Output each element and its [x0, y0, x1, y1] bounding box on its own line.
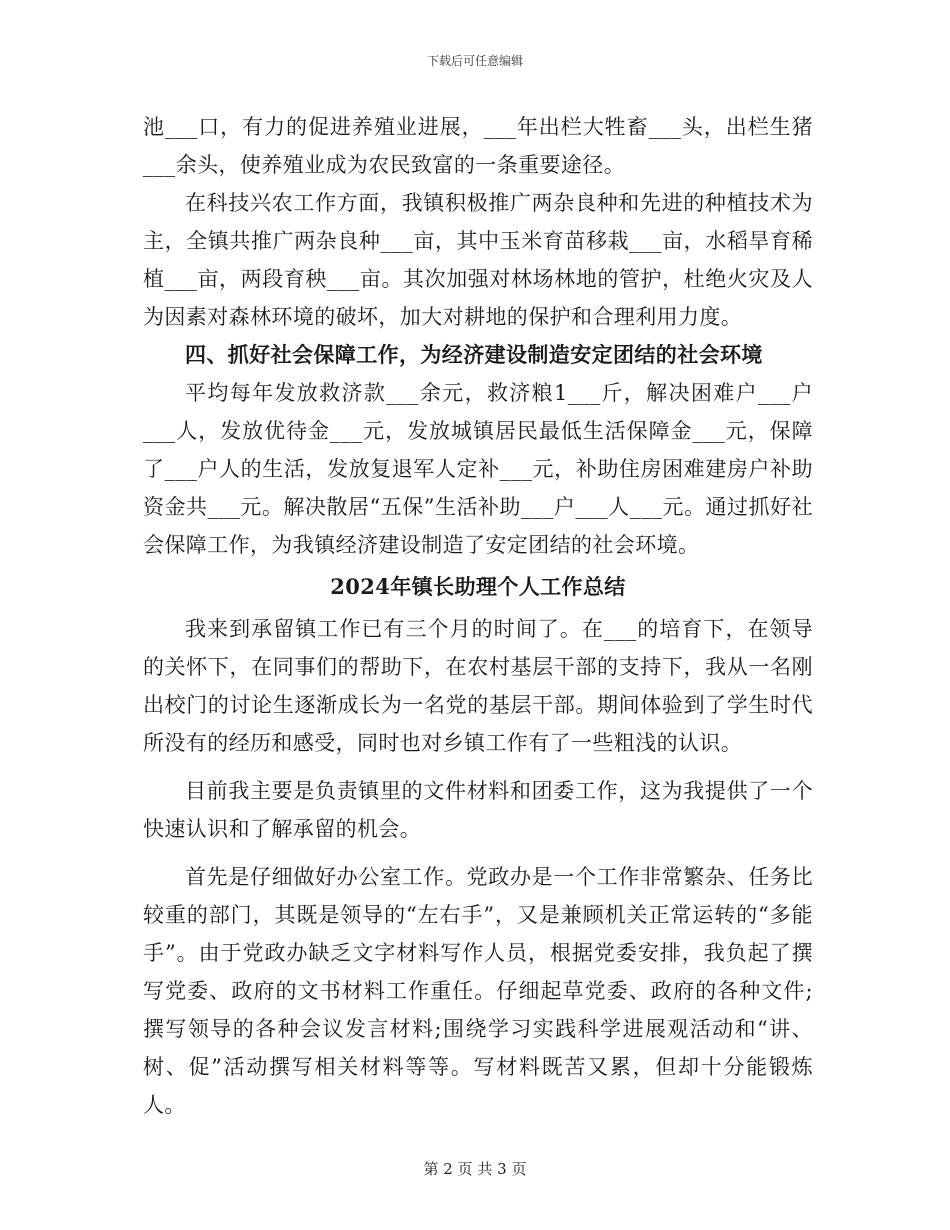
document-body — [143, 108, 813, 1124]
section-heading-social-security: 四、抓好社会保障工作，为经济建设制造安定团结的社会环境 — [185, 342, 763, 367]
paragraph-office-work: 首先是仔细做好办公室工作。党政办是一个工作非常繁杂、任务比较重的部门，其既是领导的“左右手”，又是兼顾机关正常运转的“多能手”。由于党政办缺乏文字材料写作人员，根据党委安排，我负起了撰写党委、政府的文书材料工作重任。仔细起草党委、政府的各种文件;撰写领导的各种会议发言材料;围绕学习实践科学进展观活动和“讲、树、促”活动撰写相关材料等等。写材料既苦又累，但却十分能锻炼人。 — [143, 865, 813, 1117]
page-header: 下载后可任意编辑 — [426, 54, 523, 68]
document-title: 2024年镇长助理个人工作总结 — [330, 574, 626, 599]
paragraph-livestock: 池___口，有力的促进养殖业进展，___年出栏大牲畜___头，出栏生猪___余头，使养殖业成为农民致富的一条重要途径。 — [143, 115, 813, 177]
paragraph-social-security: 平均每年发放救济款___余元，救济粮1___斤，解决困难户___户___人，发放优待金___元，发放城镇居民最低生活保障金___元，保障了___户人的生活，发放复退军人定补___元，补助住房困难建房户补助资金共___元。解决散居“五保”生活补助___户___人___元。通过抓好社会保障工作，为我镇经济建设制造了安定团结的社会环境。 — [143, 381, 813, 557]
page-number: 第 2 页 共 3 页 — [423, 1160, 527, 1178]
paragraph-responsibilities: 目前我主要是负责镇里的文件材料和团委工作，这为我提供了一个快速认识和了解承留的机会。 — [143, 779, 813, 841]
paragraph-intro: 我来到承留镇工作已有三个月的时间了。在___的培育下，在领导的关怀下，在同事们的帮助下，在农村基层干部的支持下，我从一名刚出校门的讨论生逐渐成长为一名党的基层干部。期间体验到了学生时代所没有的经历和感受，同时也对乡镇工作有了一些粗浅的认识。 — [143, 617, 813, 755]
paragraph-agri-tech: 在科技兴农工作方面，我镇积极推广两杂良种和先进的种植技术为主，全镇共推广两杂良种___亩，其中玉米育苗移栽___亩，水稻旱育稀植___亩，两段育秧___亩。其次加强对林场林地的管护，杜绝火灾及人为因素对森林环境的破坏，加大对耕地的保护和合理利用力度。 — [143, 191, 813, 329]
